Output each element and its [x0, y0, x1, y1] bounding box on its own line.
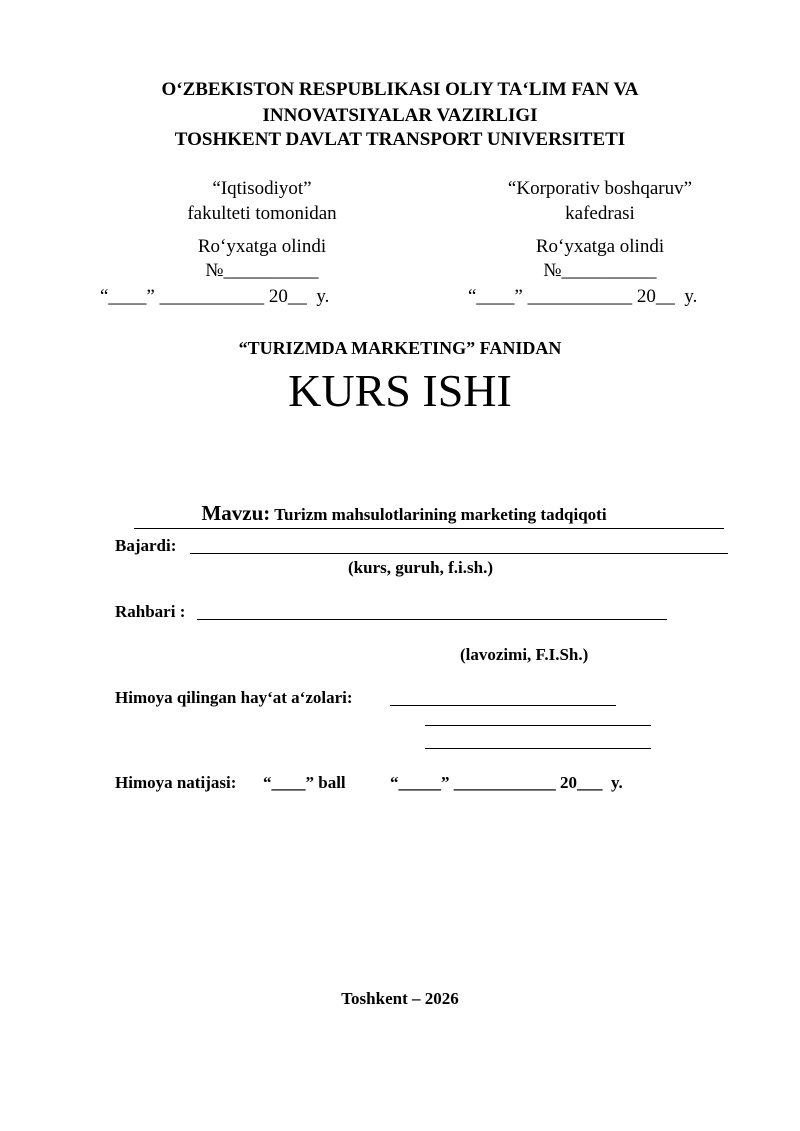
- supervisor-line: [197, 619, 667, 620]
- topic-continuation-line: [134, 528, 724, 529]
- left-number-field: №__________: [205, 260, 319, 281]
- right-date-field: “____” ___________ 20__ y.: [468, 286, 698, 307]
- committee-line-3: [425, 748, 651, 749]
- city-year: Toshkent – 2026: [341, 989, 459, 1008]
- subject-line: “TURIZMDA MARKETING” FANIDAN: [238, 338, 562, 358]
- right-number-field: №__________: [543, 260, 657, 281]
- result-score: “____” ball: [263, 773, 346, 792]
- left-registered: Ro‘yxatga olindi: [197, 236, 327, 257]
- result-date: “_____” ____________ 20___ y.: [390, 773, 623, 792]
- faculty-name: “Iqtisodiyot”: [212, 178, 312, 199]
- right-registered: Ro‘yxatga olindi: [535, 236, 665, 257]
- ministry-title-line2: INNOVATSIYALAR VAZIRLIGI: [262, 105, 538, 126]
- document-title: KURS ISHI: [288, 365, 512, 416]
- left-date-field: “____” ___________ 20__ y.: [100, 286, 330, 307]
- performer-label: Bajardi:: [115, 536, 177, 555]
- department-name: “Korporativ boshqaruv”: [507, 178, 693, 199]
- topic-value: Turizm mahsulotlarining marketing tadqiqoti: [270, 505, 607, 524]
- supervisor-label: Rahbari :: [115, 602, 186, 621]
- committee-label: Himoya qilingan hay‘at a‘zolari:: [115, 688, 353, 707]
- topic-row: [0, 474, 800, 529]
- performer-hint: (kurs, guruh, f.i.sh.): [348, 558, 494, 577]
- result-label: Himoya natijasi:: [115, 773, 237, 792]
- university-title: TOSHKENT DAVLAT TRANSPORT UNIVERSITETI: [174, 129, 626, 150]
- supervisor-hint: (lavozimi, F.I.Sh.): [460, 645, 589, 664]
- topic-label: Mavzu:: [201, 501, 271, 525]
- ministry-title-line1: O‘ZBEKISTON RESPUBLIKASI OLIY TA‘LIM FAN VA: [161, 79, 639, 100]
- performer-line: [190, 553, 728, 554]
- committee-line-1: [390, 705, 616, 706]
- department-label: kafedrasi: [565, 203, 635, 224]
- faculty-label: fakulteti tomonidan: [187, 203, 337, 224]
- committee-line-2: [425, 725, 651, 726]
